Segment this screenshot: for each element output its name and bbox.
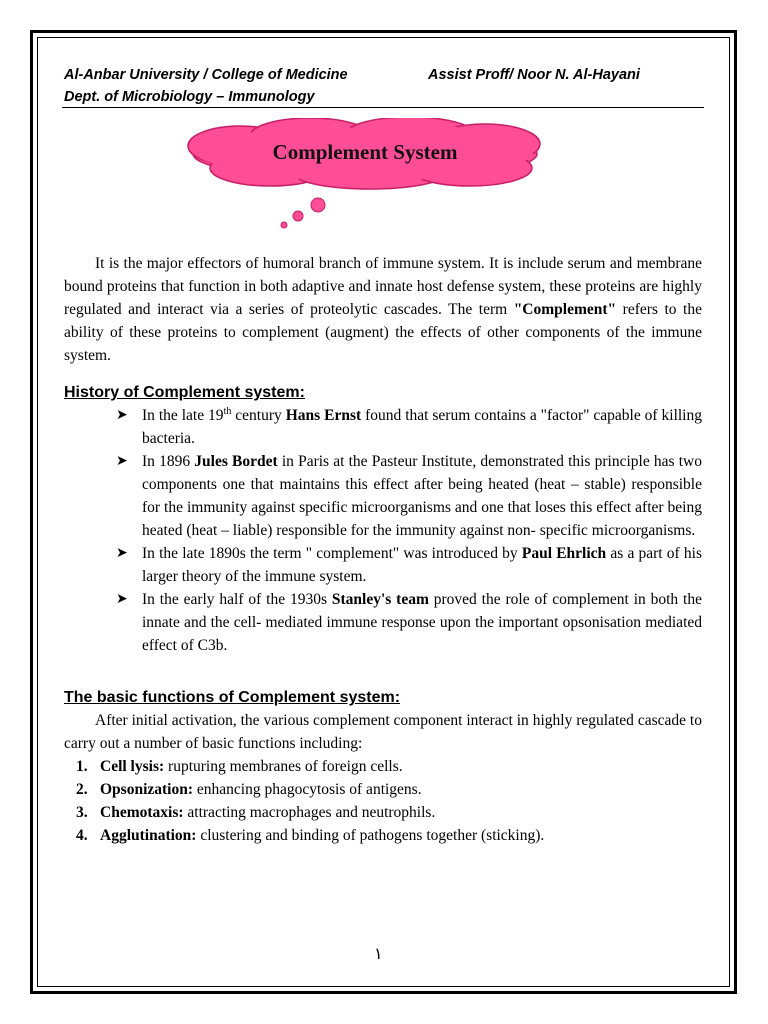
function-term: Cell lysis: [100,758,165,775]
function-term: Agglutination: [100,827,197,844]
header-rule [62,107,704,108]
header-university: Al-Anbar University / College of Medicine [64,67,348,83]
history-item [116,404,702,450]
history-text: in Paris at the Pasteur Institute, demonstrated this principle has two components one that maintains this effect after being heated (heat – stable) responsible for the immunity against specific microorganisms and one that loses this effect after being heated (heat – liable) responsible for the immunity against non- specific microorganisms. [142,453,702,539]
history-item [116,450,702,542]
arrow-bullet-icon: ➤ [116,454,128,469]
history-text: In the late 19 [142,407,224,424]
history-text: century [231,407,286,424]
history-text: as a part of his larger theory of the immune system. [142,545,703,585]
history-name: Stanley's team [331,591,429,608]
function-desc: rupturing membranes of foreign cells. [164,758,403,775]
function-desc: enhancing phagocytosis of antigens. [193,781,422,798]
intro-term: "Complement" [513,301,617,318]
arrow-bullet-icon: ➤ [116,408,128,423]
function-term: Chemotaxis: [100,804,184,821]
history-list [64,404,702,657]
superscript: th [223,405,232,417]
history-item [116,588,702,657]
intro-text-1: It is the major effectors of humoral branch of immune system. It is include serum and membrane bound proteins that function in both adaptive and innate host defense system, these proteins are highly regulated and interact via a series of proteolytic cascades. The term [64,255,702,318]
function-desc: attracting macrophages and neutrophils. [183,804,436,821]
page-title: Complement System [272,140,458,164]
history-text: In the early half of the 1930s [142,591,332,608]
history-text: In the late 1890s the term " complement" was introduced by [142,545,522,562]
function-item [76,778,702,801]
cloud-shape [180,118,550,238]
intro-text-2: refers to the ability of these proteins to complement (augment) the effects of other components of the immune system. [64,301,702,364]
header-author: Assist Proff/ Noor N. Al-Hayani [428,67,640,83]
history-name: Jules Bordet [194,453,278,470]
item-number: 4. [76,827,88,844]
function-term: Opsonization: [100,781,194,798]
item-number: 2. [76,781,88,798]
title-cloud [180,118,550,238]
history-heading: History of Complement system: [64,384,305,401]
arrow-bullet-icon: ➤ [116,592,128,607]
history-name: Paul Ehrlich [521,545,607,562]
arrow-bullet-icon: ➤ [116,546,128,561]
item-number: 1. [76,758,88,775]
history-text: found that serum contains a "factor" capable of killing bacteria. [142,407,702,447]
history-text: In 1896 [142,453,195,470]
function-item [76,801,702,824]
functions-list [64,755,702,847]
functions-intro: After initial activation, the various complement component interact in highly regulated cascade to carry out a number of basic functions including: [64,712,702,752]
page-number: ١ [374,944,383,963]
item-number: 3. [76,804,88,821]
document-body [64,252,702,847]
history-text: proved the role of complement in both the innate and the cell- mediated immune response upon the important opsonisation mediated effect of C3b. [142,591,702,654]
function-item [76,755,702,778]
header-department: Dept. of Microbiology – Immunology [64,89,315,105]
function-desc: clustering and binding of pathogens together (sticking). [196,827,545,844]
functions-heading: The basic functions of Complement system: [64,689,401,706]
history-item [116,542,703,588]
history-name: Hans Ernst [285,407,362,424]
function-item [76,824,702,847]
intro-paragraph [64,252,702,367]
